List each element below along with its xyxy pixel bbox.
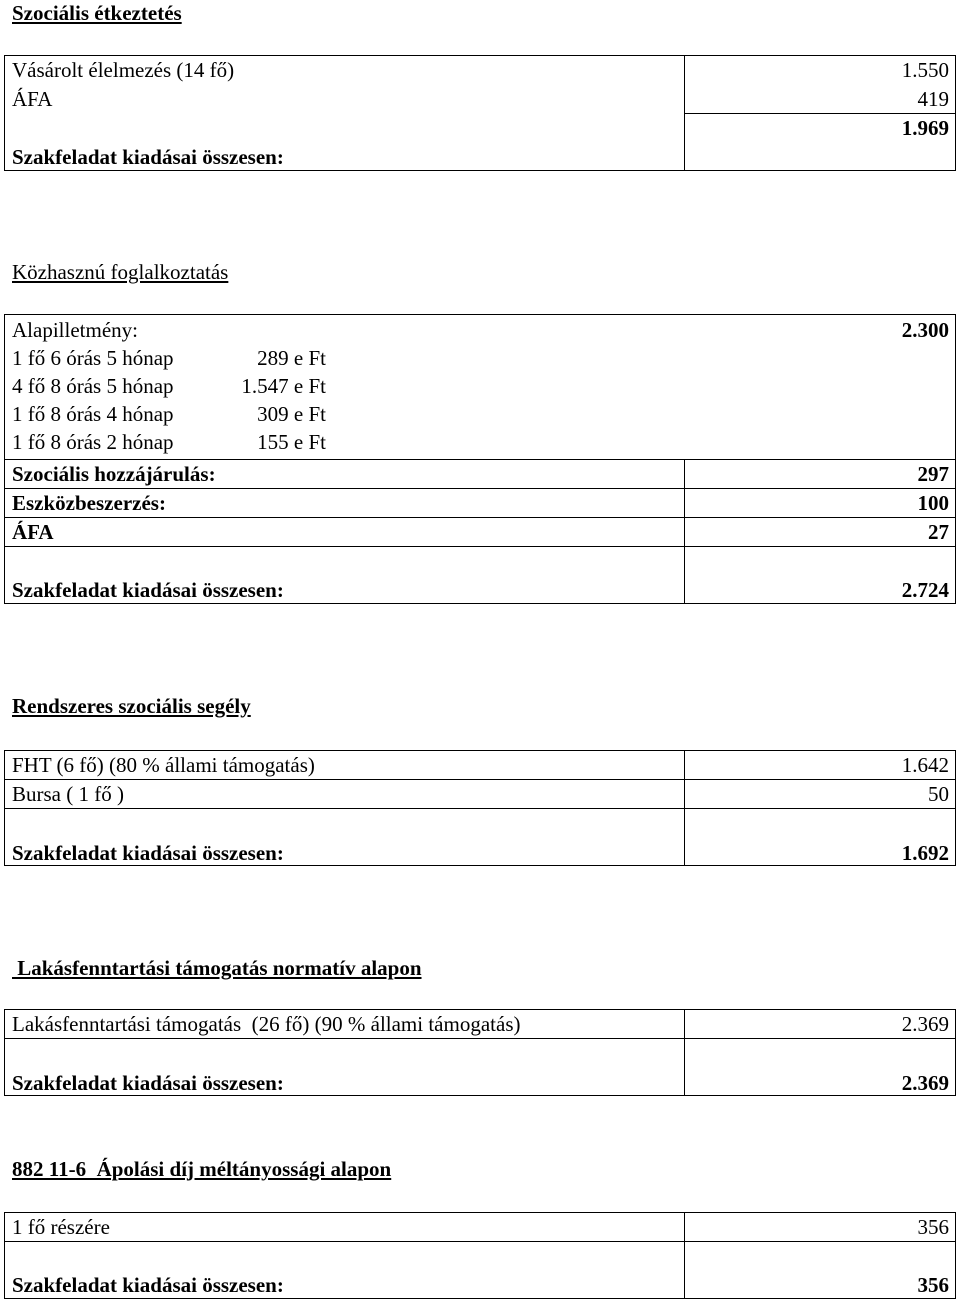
total-value: 2.369 [901, 1071, 949, 1095]
detail-label: 4 fő 8 órás 5 hónap [12, 374, 174, 398]
total-label: Szakfeladat kiadásai összesen: [12, 1071, 284, 1095]
total-label: Szakfeladat kiadásai összesen: [12, 1273, 284, 1297]
row-value: 419 [917, 87, 949, 111]
column-divider [684, 1009, 685, 1096]
total-value: 1.692 [901, 841, 949, 865]
section-title-szocialis-etkeztetes: Szociális étkeztetés [12, 1, 182, 25]
row-label: FHT (6 fő) (80 % állami támogatás) [12, 753, 315, 777]
total-label: Szakfeladat kiadásai összesen: [12, 841, 284, 865]
row-divider [4, 488, 956, 489]
row-label: ÁFA [12, 87, 53, 111]
row-label: Eszközbeszerzés: [12, 491, 166, 515]
detail-amount: 1.547 e Ft [241, 374, 326, 398]
total-label: Szakfeladat kiadásai összesen: [12, 145, 284, 169]
section-title-apolasi-dij: 882 11-6 Ápolási díj méltányossági alapon [12, 1157, 392, 1181]
section-title-kozhasznu-foglalkoztatas: Közhasznú foglalkoztatás [12, 260, 229, 284]
row-label: 1 fő részére [12, 1215, 110, 1239]
alapilletmeny-label: Alapilletmény: [12, 318, 138, 342]
detail-amount: 289 e Ft [257, 346, 326, 370]
column-divider [684, 1212, 685, 1299]
section-title-rendszeres-szocialis-segely: Rendszeres szociális segély [12, 694, 251, 718]
row-value: 1.550 [901, 58, 949, 82]
section-title-lakasfenntartasi-tamogatas: Lakásfenntartási támogatás normatív alapon [12, 956, 422, 980]
detail-amount: 309 e Ft [257, 402, 326, 426]
row-divider [684, 113, 956, 114]
row-label: Szociális hozzájárulás: [12, 462, 216, 486]
alapilletmeny-value: 2.300 [901, 318, 949, 342]
row-value: 50 [928, 782, 949, 806]
row-label: Bursa ( 1 fő ) [12, 782, 124, 806]
row-divider [4, 517, 956, 518]
row-value: 356 [917, 1215, 949, 1239]
total-value: 356 [917, 1273, 949, 1297]
column-divider [684, 459, 685, 604]
row-label: ÁFA [12, 520, 54, 544]
detail-label: 1 fő 8 órás 2 hónap [12, 430, 174, 454]
detail-amount: 155 e Ft [257, 430, 326, 454]
row-divider [4, 779, 956, 780]
detail-label: 1 fő 6 órás 5 hónap [12, 346, 174, 370]
row-divider [4, 1038, 956, 1039]
row-value: 27 [928, 520, 949, 544]
row-label: Lakásfenntartási támogatás (26 fő) (90 % állami támogatás) [12, 1012, 521, 1036]
row-divider [4, 546, 956, 547]
total-value: 2.724 [901, 578, 949, 602]
row-divider [4, 459, 956, 460]
row-value: 100 [917, 491, 949, 515]
row-divider [4, 808, 956, 809]
row-value: 1.642 [901, 753, 949, 777]
row-divider [4, 1241, 956, 1242]
total-label: Szakfeladat kiadásai összesen: [12, 578, 284, 602]
row-value: 297 [917, 462, 949, 486]
row-label: Vásárolt élelmezés (14 fő) [12, 58, 235, 82]
total-value: 1.969 [901, 116, 949, 140]
detail-label: 1 fő 8 órás 4 hónap [12, 402, 174, 426]
row-value: 2.369 [901, 1012, 949, 1036]
